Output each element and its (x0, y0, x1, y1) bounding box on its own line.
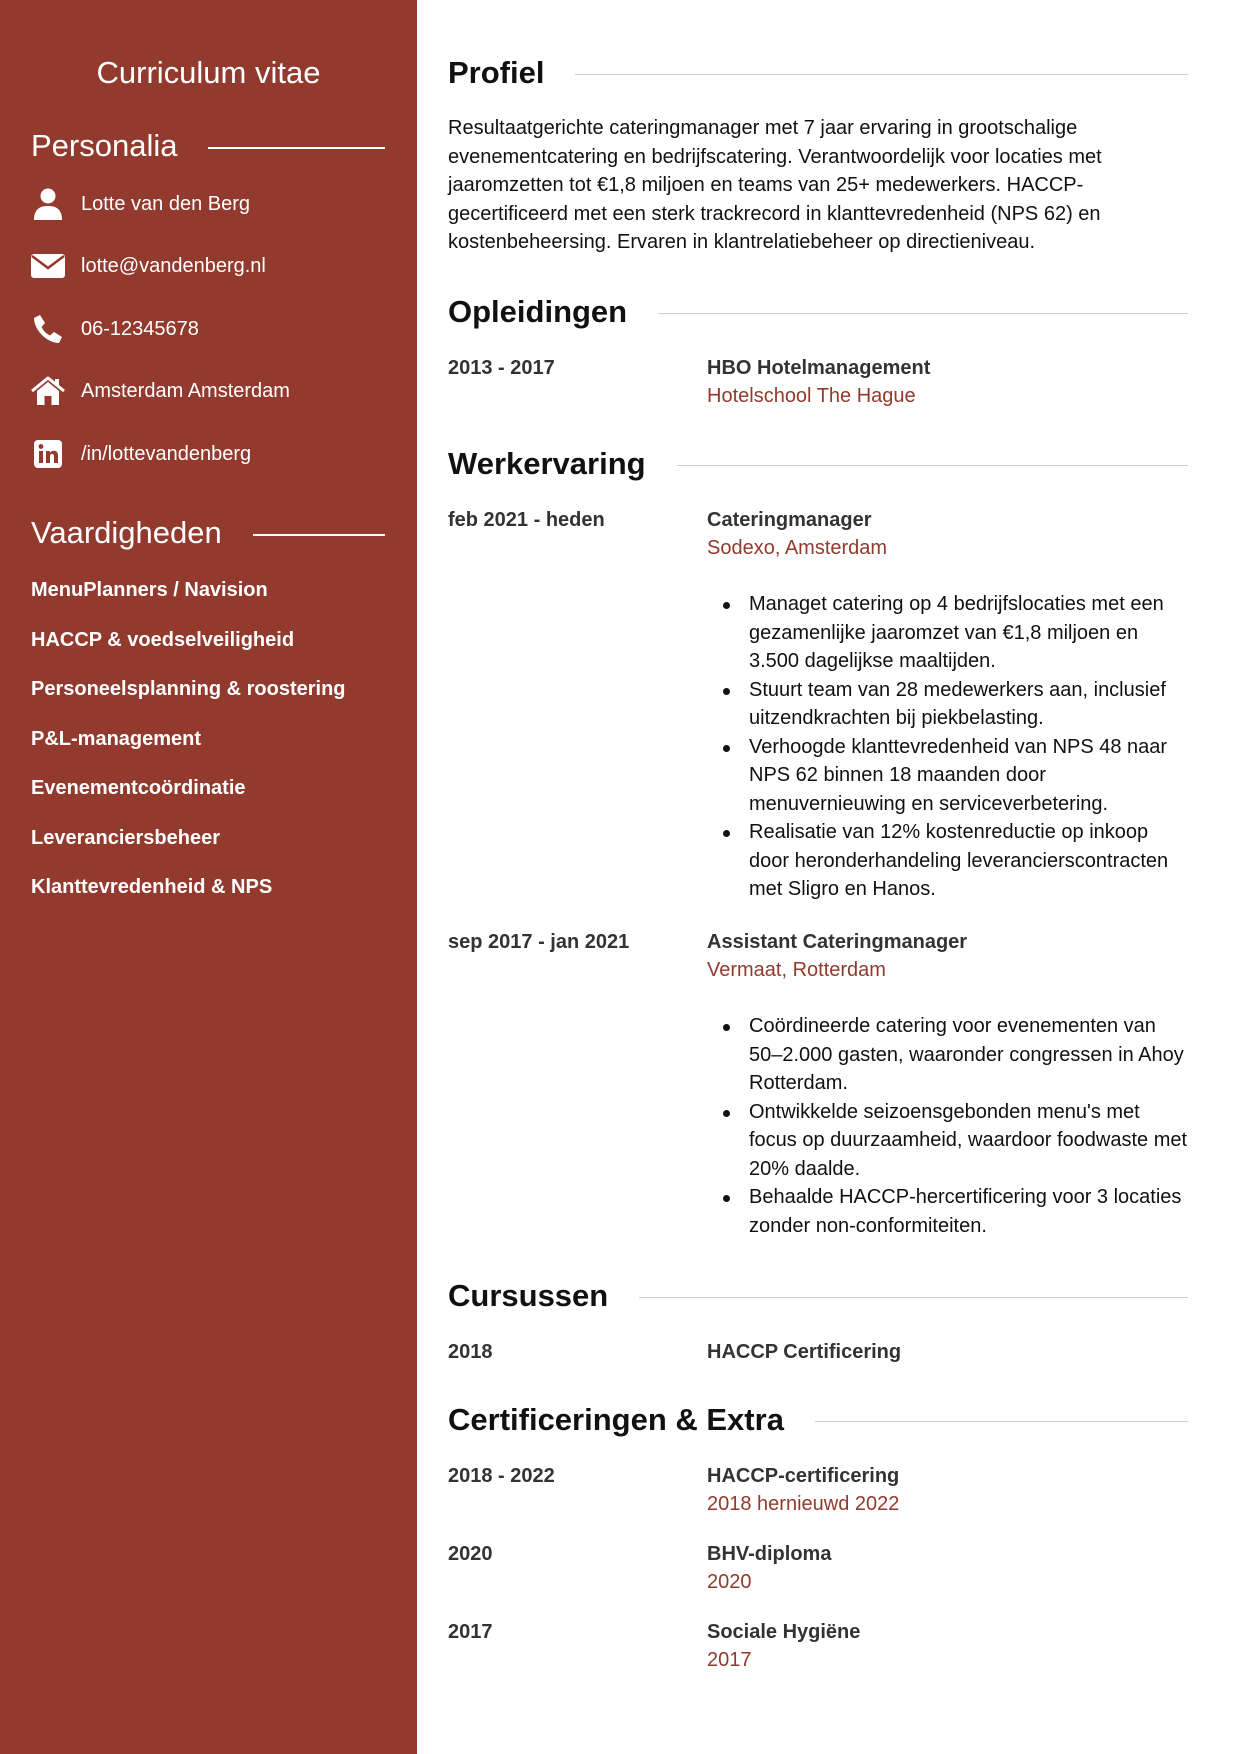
profile-divider (575, 74, 1188, 75)
entry-bullets (707, 1012, 1188, 1240)
entry-subtitle: 2017 (707, 1649, 752, 1671)
entry-date: 2020 (448, 1543, 493, 1565)
skill-item: P&L-management (31, 728, 202, 750)
entry-subtitle: Hotelschool The Hague (707, 385, 916, 407)
skill-item: Leveranciersbeheer (31, 827, 221, 849)
home-icon (31, 374, 65, 408)
bullet-item: Managet catering op 4 bedrijfslocaties met een gezamenlijke jaaromzet van €1,8 miljoen en 3.500 dagelijkse maaltijden. (707, 590, 1188, 676)
entry-details (707, 1338, 1188, 1366)
contact-address (31, 373, 290, 409)
skill-item: Evenementcoördinatie (31, 777, 246, 799)
user-icon (31, 187, 65, 221)
phone-icon (31, 312, 65, 346)
cv-title: Curriculum vitae (96, 55, 321, 90)
entry-bullets (707, 590, 1188, 904)
education-heading: Opleidingen (448, 294, 628, 329)
contact-phone-text[interactable]: 06-12345678 (81, 318, 199, 340)
certs-divider (815, 1421, 1188, 1422)
entry-details (707, 1618, 1188, 1674)
contact-address-text: Amsterdam Amsterdam (81, 380, 290, 402)
entry-date: 2013 - 2017 (448, 357, 555, 379)
sidebar (0, 0, 417, 1754)
entry-subtitle: Sodexo, Amsterdam (707, 537, 888, 559)
entry-title: Assistant Cateringmanager (707, 931, 968, 953)
courses-header (448, 1277, 1188, 1315)
entry-details (707, 928, 1188, 1240)
skills-divider (253, 534, 385, 536)
skill-item: HACCP & voedselveiligheid (31, 629, 295, 651)
contact-name (31, 186, 250, 222)
profile-header (448, 54, 1188, 92)
entry-title: Cateringmanager (707, 509, 872, 531)
entry-date: sep 2017 - jan 2021 (448, 931, 630, 953)
entry-subtitle: Vermaat, Rotterdam (707, 959, 886, 981)
bullet-item: Coördineerde catering voor evenementen van 50–2.000 gasten, waaronder congressen in Ahoy Rotterdam. (707, 1012, 1188, 1098)
education-divider (658, 313, 1188, 314)
entry-title: HBO Hotelmanagement (707, 357, 931, 379)
entry-details (707, 1462, 1188, 1518)
work-header (448, 445, 1188, 483)
bullet-item: Ontwikkelde seizoensgebonden menu's met focus op duurzaamheid, waardoor foodwaste met 20% daalde. (707, 1098, 1188, 1184)
linkedin-icon (31, 437, 65, 471)
bullet-item: Stuurt team van 28 medewerkers aan, inclusief uitzendkrachten bij piekbelasting. (707, 676, 1188, 733)
contact-name-text: Lotte van den Berg (81, 193, 251, 215)
contact-linkedin[interactable] (31, 436, 251, 472)
entry-date: 2018 (448, 1341, 493, 1363)
bullet-item: Realisatie van 12% kostenreductie op inkoop door heronderhandeling leverancierscontracten met Sligro en Hanos. (707, 818, 1188, 904)
entry-details (707, 506, 1188, 904)
courses-divider (639, 1297, 1188, 1298)
envelope-icon (31, 249, 65, 283)
certs-heading: Certificeringen & Extra (448, 1402, 784, 1437)
personalia-divider (208, 147, 385, 149)
personalia-header (31, 127, 385, 165)
profile-heading: Profiel (448, 55, 545, 90)
entry-title: BHV-diploma (707, 1543, 832, 1565)
personalia-heading: Personalia (31, 128, 178, 163)
contact-phone[interactable] (31, 311, 199, 347)
profile-text: Resultaatgerichte cateringmanager met 7 jaar ervaring in grootschalige evenementcatering en bedrijfscatering. Verantwoordelijk voor locaties met jaaromzetten tot €1,8 miljoen en teams van 25+ medewerkers. HACCP-gecertificeerd met een sterk trackrecord in klanttevredenheid (NPS 62) en kostenbeheersing. Ervaren in klantrelatiebeheer op directieniveau. (448, 117, 1102, 253)
bullet-item: Verhoogde klanttevredenheid van NPS 48 naar NPS 62 binnen 18 maanden door menuvernieuwing en serviceverbetering. (707, 733, 1188, 819)
contact-email-text[interactable]: lotte@vandenberg.nl (81, 255, 266, 277)
entry-subtitle: 2020 (707, 1571, 752, 1593)
entry-subtitle: 2018 hernieuwd 2022 (707, 1493, 900, 1515)
entry-details (707, 354, 1188, 410)
work-heading: Werkervaring (448, 446, 646, 481)
skills-header (31, 514, 385, 552)
education-header (448, 293, 1188, 331)
entry-details (707, 1540, 1188, 1596)
entry-date: feb 2021 - heden (448, 509, 605, 531)
bullet-item: Behaalde HACCP-hercertificering voor 3 locaties zonder non-conformiteiten. (707, 1183, 1188, 1240)
entry-title: HACCP Certificering (707, 1341, 902, 1363)
contact-linkedin-text[interactable]: /in/lottevandenberg (81, 443, 252, 465)
skill-item: Klanttevredenheid & NPS (31, 876, 273, 898)
courses-heading: Cursussen (448, 1278, 609, 1313)
skill-item: Personeelsplanning & roostering (31, 678, 346, 700)
skills-heading: Vaardigheden (31, 515, 222, 550)
work-divider (677, 465, 1188, 466)
entry-title: Sociale Hygiëne (707, 1621, 861, 1643)
certs-header (448, 1401, 1188, 1439)
entry-title: HACCP-certificering (707, 1465, 900, 1487)
skill-item: MenuPlanners / Navision (31, 579, 268, 601)
contact-email[interactable] (31, 248, 266, 284)
entry-date: 2017 (448, 1621, 493, 1643)
entry-date: 2018 - 2022 (448, 1465, 555, 1487)
